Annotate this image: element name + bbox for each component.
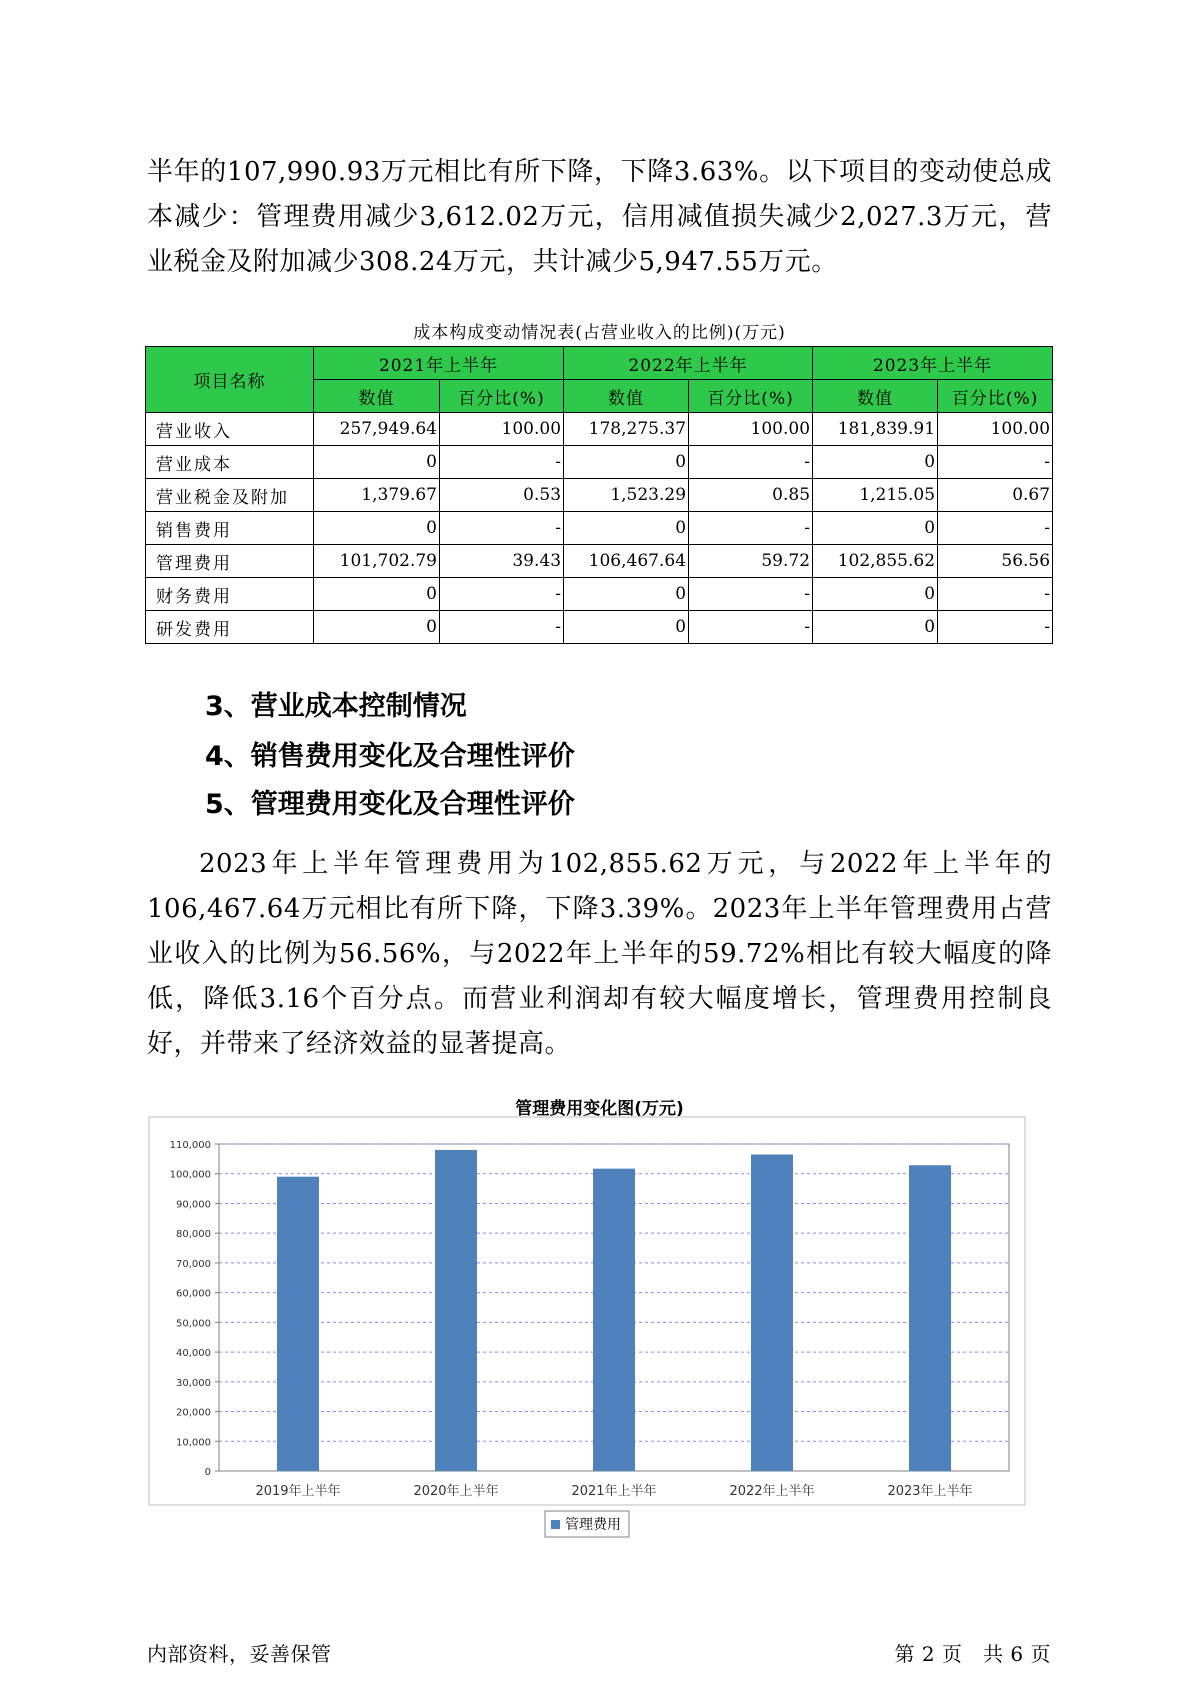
table-caption: 成本构成变动情况表(占营业收入的比例)(万元) (413, 323, 786, 343)
percent-cell: - (938, 512, 1053, 545)
value-cell: 102,855.62 (813, 545, 938, 578)
footer-confidential: 内部资料，妥善保管 (147, 1642, 332, 1666)
y-tick-label: 20,000 (176, 1407, 211, 1419)
header-item-name: 项目名称 (146, 347, 314, 413)
header-value: 数值 (314, 380, 440, 413)
x-tick-label: 2021年上半年 (571, 1484, 657, 1499)
header-period: 2022年上半年 (564, 347, 813, 380)
value-cell: 101,702.79 (314, 545, 440, 578)
y-tick-label: 30,000 (176, 1377, 211, 1389)
y-tick-label: 70,000 (176, 1258, 211, 1270)
y-tick-label: 100,000 (169, 1169, 211, 1181)
intro-paragraph (147, 150, 1052, 285)
legend-swatch (551, 1520, 560, 1529)
table-row (146, 479, 1053, 512)
value-cell: 0 (564, 512, 689, 545)
y-tick-label: 10,000 (176, 1437, 211, 1449)
percent-cell: 100.00 (938, 413, 1053, 446)
header-percent: 百分比(%) (938, 380, 1053, 413)
chart-title: 管理费用变化图(万元) (515, 1099, 684, 1119)
percent-cell: - (689, 512, 813, 545)
value-cell: 1,523.29 (564, 479, 689, 512)
row-label: 销售费用 (146, 512, 314, 545)
percent-cell: - (938, 578, 1053, 611)
value-cell: 0 (813, 578, 938, 611)
bar (593, 1169, 635, 1471)
value-cell: 0 (564, 446, 689, 479)
percent-cell: 39.43 (440, 545, 564, 578)
row-label: 研发费用 (146, 611, 314, 644)
x-tick-label: 2023年上半年 (887, 1484, 973, 1499)
value-cell: 0 (314, 512, 440, 545)
table-row (146, 512, 1053, 545)
percent-cell: - (938, 611, 1053, 644)
x-tick-label: 2019年上半年 (255, 1484, 341, 1499)
percent-cell: 100.00 (440, 413, 564, 446)
section-heading-3: 3、营业成本控制情况 (205, 691, 467, 722)
percent-cell: - (689, 446, 813, 479)
percent-cell: - (689, 578, 813, 611)
row-label: 营业税金及附加 (146, 479, 314, 512)
value-cell: 257,949.64 (314, 413, 440, 446)
value-cell: 0 (314, 578, 440, 611)
cost-structure-table (145, 346, 1053, 644)
x-tick-label: 2020年上半年 (413, 1484, 499, 1499)
y-tick-label: 40,000 (176, 1348, 211, 1360)
percent-cell: 100.00 (689, 413, 813, 446)
header-value: 数值 (813, 380, 938, 413)
value-cell: 181,839.91 (813, 413, 938, 446)
percent-cell: - (440, 578, 564, 611)
value-cell: 0 (564, 611, 689, 644)
value-cell: 0 (813, 611, 938, 644)
bar (435, 1150, 477, 1471)
percent-cell: 59.72 (689, 545, 813, 578)
table-row (146, 413, 1053, 446)
value-cell: 178,275.37 (564, 413, 689, 446)
header-percent: 百分比(%) (689, 380, 813, 413)
value-cell: 0 (813, 446, 938, 479)
header-period: 2021年上半年 (314, 347, 564, 380)
percent-cell: - (440, 512, 564, 545)
value-cell: 1,215.05 (813, 479, 938, 512)
value-cell: 0 (314, 611, 440, 644)
header-percent: 百分比(%) (440, 380, 564, 413)
admin-expense-bar-chart (147, 1115, 1027, 1545)
header-value: 数值 (564, 380, 689, 413)
percent-cell: 0.53 (440, 479, 564, 512)
paragraph-text: 半年的107,990.93万元相比有所下降，下降3.63%。以下项目的变动使总成本减少：管理费用减少3,612.02万元，信用减值损失减少2,027.3万元，营业税金及附加减少308.24万元，共计减少5,947.55万元。 (147, 157, 1052, 277)
x-tick-label: 2022年上半年 (729, 1484, 815, 1499)
percent-cell: - (689, 611, 813, 644)
section-heading-5: 5、管理费用变化及合理性评价 (205, 789, 575, 820)
percent-cell: - (938, 446, 1053, 479)
percent-cell: 0.67 (938, 479, 1053, 512)
paragraph-text: 2023年上半年管理费用为102,855.62万元，与2022年上半年的106,467.64万元相比有所下降，下降3.39%。2023年上半年管理费用占营业收入的比例为56.56%，与2022年上半年的59.72%相比有较大幅度的降低，降低3.16个百分点。而营业利润却有较大幅度增长，管理费用控制良好，并带来了经济效益的显著提高。 (147, 849, 1052, 1059)
bar (909, 1165, 951, 1471)
value-cell: 0 (813, 512, 938, 545)
percent-cell: - (440, 611, 564, 644)
value-cell: 1,379.67 (314, 479, 440, 512)
legend-label: 管理费用 (565, 1517, 621, 1533)
value-cell: 0 (564, 578, 689, 611)
table-row (146, 611, 1053, 644)
table-row (146, 578, 1053, 611)
table-row (146, 545, 1053, 578)
y-tick-label: 80,000 (176, 1229, 211, 1241)
table-body (146, 413, 1053, 644)
value-cell: 106,467.64 (564, 545, 689, 578)
bar (751, 1155, 793, 1471)
table-row (146, 446, 1053, 479)
row-label: 营业成本 (146, 446, 314, 479)
y-tick-label: 50,000 (176, 1318, 211, 1330)
footer-page-number: 第 2 页 共 6 页 (894, 1642, 1051, 1666)
y-tick-label: 60,000 (176, 1288, 211, 1300)
value-cell: 0 (314, 446, 440, 479)
admin-expense-paragraph (147, 842, 1052, 1067)
percent-cell: 56.56 (938, 545, 1053, 578)
header-period: 2023年上半年 (813, 347, 1053, 380)
row-label: 管理费用 (146, 545, 314, 578)
percent-cell: 0.85 (689, 479, 813, 512)
bar (277, 1177, 319, 1471)
y-tick-label: 90,000 (176, 1199, 211, 1211)
y-tick-label: 0 (204, 1467, 211, 1478)
y-tick-label: 110,000 (169, 1140, 211, 1151)
row-label: 营业收入 (146, 413, 314, 446)
row-label: 财务费用 (146, 578, 314, 611)
percent-cell: - (440, 446, 564, 479)
section-heading-4: 4、销售费用变化及合理性评价 (205, 741, 575, 772)
